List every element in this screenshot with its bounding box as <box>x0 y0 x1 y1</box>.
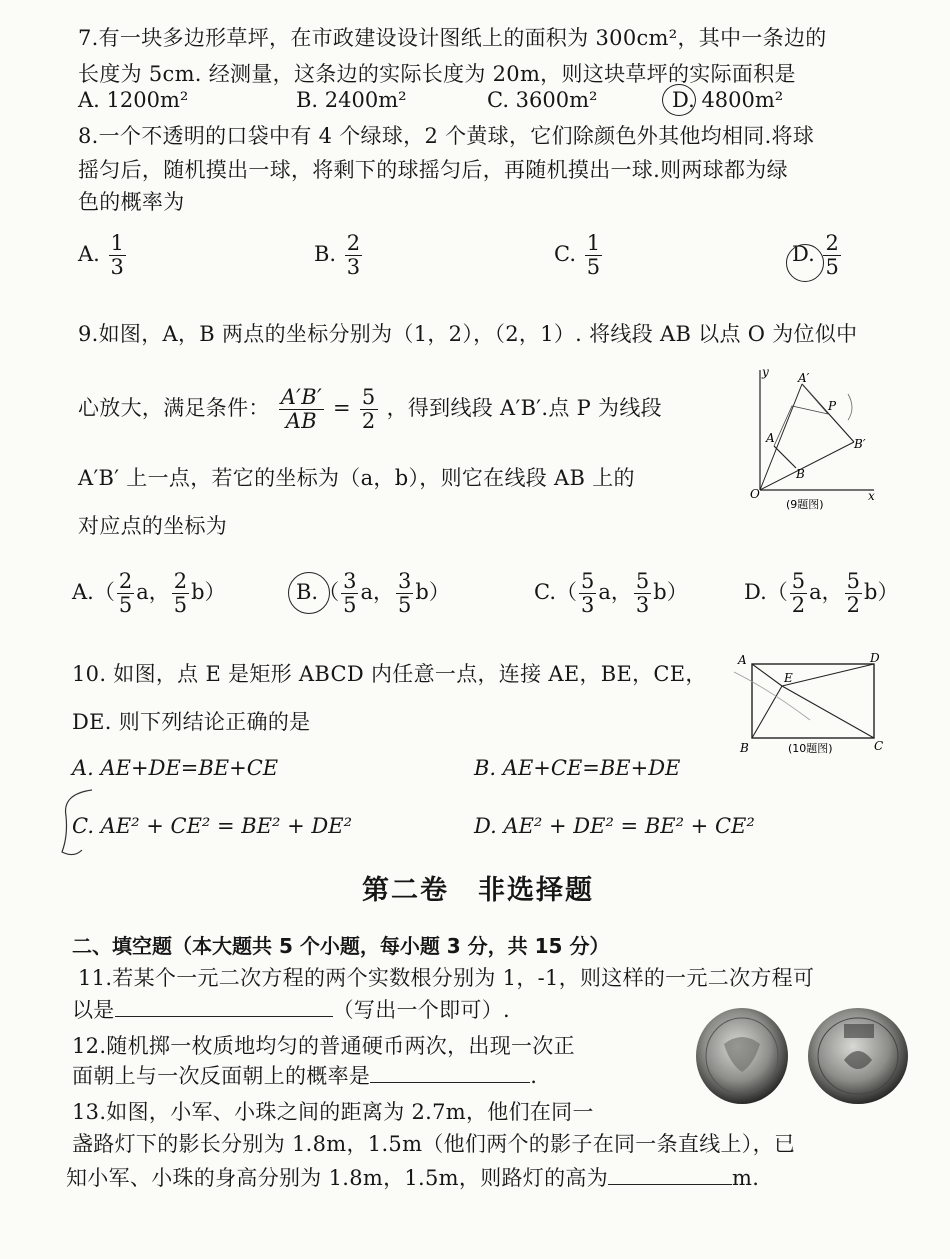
option-letter: B. <box>314 242 337 267</box>
numerator: 2 <box>825 231 839 255</box>
denominator: 2 <box>361 409 376 434</box>
option-letter: A. <box>72 580 94 605</box>
answer-mark-circle <box>288 572 330 614</box>
coin-front-icon <box>696 1008 788 1104</box>
equals-sign: = <box>333 396 351 421</box>
option-letter: B. <box>296 580 319 605</box>
fraction <box>579 570 596 617</box>
answer-blank[interactable] <box>608 1183 732 1185</box>
q13-line3-pre: 知小军、小珠的身高分别为 1.8m，1.5m，则路灯的高为 <box>66 1166 608 1190</box>
label-b: B <box>740 741 749 755</box>
q9-option-c[interactable]: C.（ $\frac{5}{3}$ a， $\frac{5}{3}$ b） <box>534 569 688 618</box>
numerator: 5 <box>361 385 376 409</box>
q9-line2 <box>78 386 662 433</box>
q10-line1: 10. 如图，点 E 是矩形 ABCD 内任意一点，连接 AE，BE，CE， <box>72 662 707 686</box>
q8-line2: 摇匀后，随机摸出一球，将剩下的球摇匀后，再随机摸出一球.则两球都为绿 <box>78 158 788 182</box>
numerator: 5 <box>791 569 806 593</box>
q7-option-c[interactable]: C. 3600m² <box>487 88 598 112</box>
option-letter: D. <box>744 580 767 605</box>
fraction <box>341 570 358 617</box>
numerator: 2 <box>173 569 188 593</box>
label-p: P <box>828 399 837 413</box>
fraction <box>345 232 362 279</box>
segment-ae <box>752 664 782 686</box>
numerator: 5 <box>581 569 595 593</box>
q10-option-b[interactable]: B. AE+CE=BE+DE <box>474 756 681 780</box>
label-a: A <box>738 653 747 667</box>
denominator: 5 <box>586 255 601 280</box>
numerator: 2 <box>346 231 361 255</box>
q7-option-a[interactable]: A. 1200m² <box>78 88 189 112</box>
label-y: y <box>762 366 769 379</box>
numerator: 3 <box>343 569 357 593</box>
label-e: E <box>784 671 793 685</box>
fraction <box>790 570 807 617</box>
segment-de <box>782 664 874 686</box>
q10-option-c[interactable]: C. AE² + CE² = BE² + DE² <box>72 814 353 838</box>
pencil-mark <box>848 394 852 420</box>
denominator: 2 <box>791 593 806 618</box>
q7-line1: 7.有一块多边形草坪，在市政建设设计图纸上的面积为 300cm²，其中一条边的 <box>78 26 827 50</box>
q11-line2-post: （写出一个即可）. <box>332 998 510 1022</box>
coin-back-icon <box>808 1008 908 1104</box>
q8-option-b[interactable] <box>314 232 364 279</box>
sketch-lines <box>774 384 828 446</box>
q10-line2: DE. 则下列结论正确的是 <box>72 710 311 734</box>
answer-mark-circle <box>662 84 696 116</box>
answer-blank[interactable] <box>370 1081 530 1083</box>
q9-line4: 对应点的坐标为 <box>78 514 228 538</box>
q7-option-b[interactable]: B. 2400m² <box>296 88 407 112</box>
denominator: 5 <box>343 593 357 618</box>
numerator: 3 <box>398 569 412 593</box>
q9-figure <box>728 366 878 516</box>
coin-images <box>694 1004 914 1108</box>
option-letter: A. <box>78 242 100 267</box>
rectangle-abcd <box>752 664 874 738</box>
q8-option-c[interactable] <box>554 232 604 279</box>
denominator: 2 <box>846 593 861 618</box>
numerator: 5 <box>846 569 861 593</box>
q13-line2: 盏路灯下的影长分别为 1.8m，1.5m（他们两个的影子在同一条直线上），已 <box>72 1132 796 1156</box>
q8-line3: 色的概率为 <box>78 190 185 214</box>
q9-line2-post: ，得到线段 A′B′.点 P 为线段 <box>386 396 662 421</box>
q9-option-a[interactable]: A.（ $\frac{2}{5}$ a， $\frac{2}{5}$ b） <box>72 569 226 618</box>
fraction <box>396 570 413 617</box>
section-heading: 二、填空题（本大题共 5 个小题，每小题 3 分，共 15 分） <box>72 934 610 958</box>
fraction <box>117 570 134 617</box>
denominator: 5 <box>173 593 188 618</box>
denominator: 3 <box>346 255 361 280</box>
q8-option-a[interactable] <box>78 232 128 279</box>
q12-line1: 12.随机掷一枚质地均匀的普通硬币两次，出现一次正 <box>72 1034 575 1058</box>
q12-line2-post: . <box>530 1064 538 1088</box>
option-letter: C. <box>554 242 576 267</box>
label-o: O <box>750 487 760 501</box>
denominator: 5 <box>118 593 133 618</box>
q10-option-a[interactable]: A. AE+DE=BE+CE <box>72 756 279 780</box>
denominator: AB <box>285 409 317 434</box>
segment-be <box>752 686 782 738</box>
answer-blank[interactable] <box>115 1015 333 1017</box>
segment-ce <box>782 686 874 738</box>
segment-ab <box>774 446 796 468</box>
q10-option-d[interactable]: D. AE² + DE² = BE² + CE² <box>474 814 755 838</box>
label-b: B <box>796 467 805 481</box>
q10-figure-caption: (10题图) <box>788 742 833 755</box>
fraction <box>585 232 602 279</box>
fraction <box>845 570 862 617</box>
fraction <box>172 570 189 617</box>
numerator: 1 <box>110 231 124 255</box>
q9-line1: 9.如图，A，B 两点的坐标分别为（1，2），（2，1）. 将线段 AB 以点 O 为位似中 <box>78 322 858 346</box>
q9-line3: A′B′ 上一点，若它的坐标为（a，b），则它在线段 AB 上的 <box>78 466 635 490</box>
q12-line2-pre: 面朝上与一次反面朝上的概率是 <box>72 1064 371 1088</box>
q11-line1: 11.若某个一元二次方程的两个实数根分别为 1，-1，则这样的一元二次方程可 <box>78 966 815 990</box>
answer-mark-circle <box>786 244 824 282</box>
option-letter: D. <box>792 242 815 267</box>
label-c: C <box>874 739 884 753</box>
q8-line1: 8.一个不透明的口袋中有 4 个绿球，2 个黄球，它们除颜色外其他均相同.将球 <box>78 124 815 148</box>
ray-ob <box>760 442 854 490</box>
q12-line2 <box>72 1060 537 1090</box>
q11-line2 <box>72 994 510 1024</box>
q11-line2-pre: 以是 <box>72 998 115 1022</box>
fraction <box>823 232 840 279</box>
denominator: 3 <box>110 255 124 280</box>
q13-line1: 13.如图，小军、小珠之间的距离为 2.7m，他们在同一 <box>72 1100 594 1124</box>
label-b-prime: B′ <box>854 437 866 451</box>
numerator: 2 <box>118 569 133 593</box>
label-a-prime: A′ <box>798 371 810 385</box>
q13-line3-post: m. <box>732 1166 760 1190</box>
fraction <box>109 232 126 279</box>
label-d: D <box>870 651 880 665</box>
ratio-fraction <box>279 386 324 433</box>
q7-line2: 长度为 5cm. 经测量，这条边的实际长度为 20m，则这块草坪的实际面积是 <box>78 62 796 86</box>
section-title: 第二卷 非选择题 <box>362 875 594 906</box>
fraction <box>634 570 651 617</box>
answer-mark-check <box>52 786 98 860</box>
numerator: A′B′ <box>280 385 323 409</box>
denominator: 5 <box>398 593 412 618</box>
q9-option-d[interactable]: D.（ $\frac{5}{2}$ a， $\frac{5}{2}$ b） <box>744 569 899 618</box>
numerator: 5 <box>635 569 650 593</box>
q9-figure-caption: (9题图) <box>786 498 824 511</box>
denominator: 3 <box>581 593 595 618</box>
label-x: x <box>868 489 875 503</box>
ratio-value-fraction <box>360 386 378 433</box>
denominator: 5 <box>825 255 839 280</box>
option-letter: C. <box>534 580 556 605</box>
q13-line3 <box>66 1162 759 1192</box>
label-a: A <box>766 431 775 445</box>
numerator: 1 <box>586 231 601 255</box>
q7-option-d[interactable]: D. 4800m² <box>672 88 784 112</box>
q9-option-b[interactable]: B.（ $\frac{3}{5}$ a， $\frac{3}{5}$ b） <box>296 569 450 618</box>
denominator: 3 <box>635 593 650 618</box>
q9-line2-pre: 心放大，满足条件： <box>78 396 270 421</box>
q10-figure <box>730 650 890 762</box>
